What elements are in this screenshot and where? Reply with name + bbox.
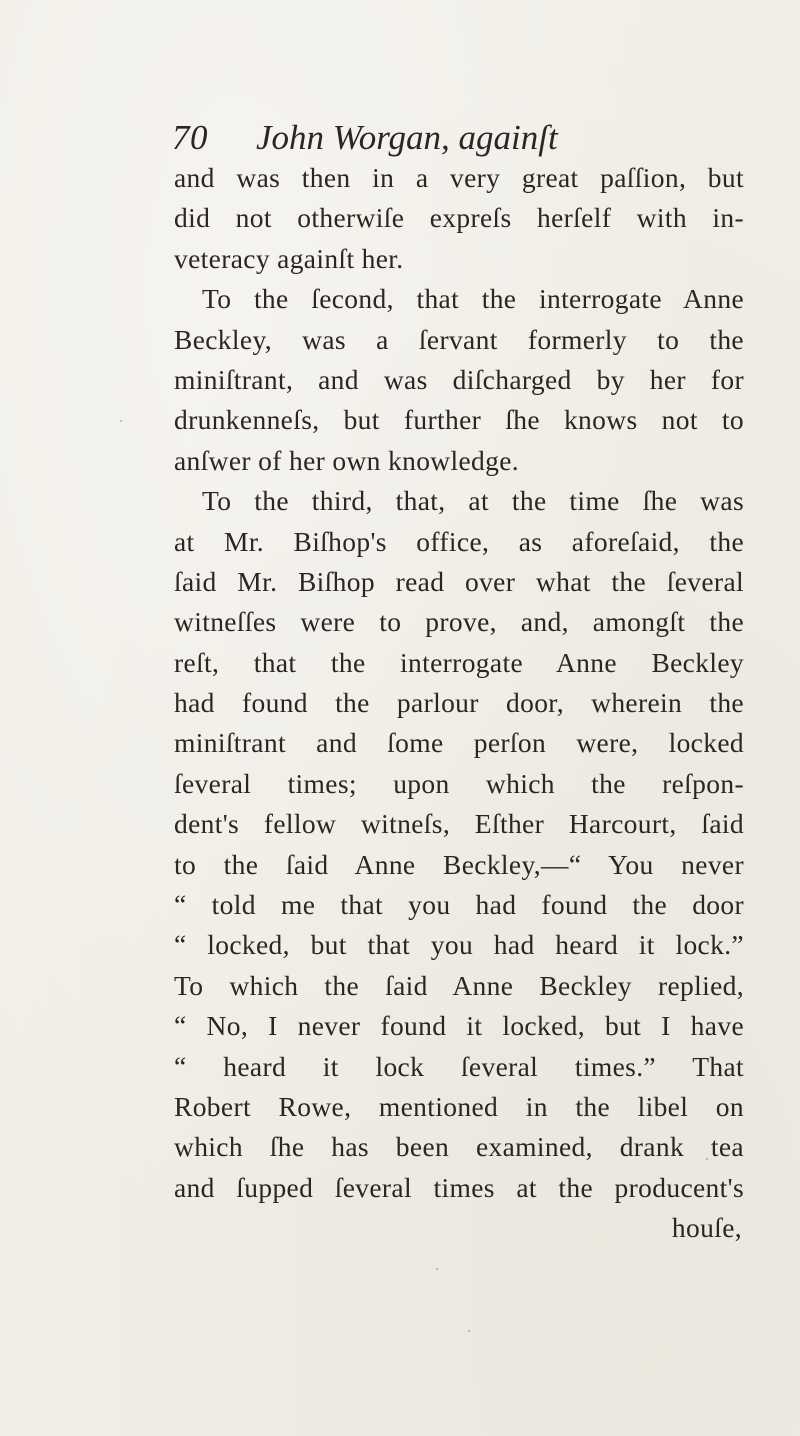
text-line: veteracy againſt her.: [174, 242, 404, 274]
text-line: To the ſecond, that the interrogate Anne: [202, 283, 744, 315]
text-line: ſaid Mr. Biſhop read over what the ſeveral: [174, 565, 744, 597]
paper-speck: [706, 1158, 708, 1160]
text-line: “ told me that you had found the door: [174, 889, 744, 921]
text-line: “ No, I never found it locked, but I have: [174, 1010, 744, 1042]
paper-speck: [120, 420, 122, 422]
text-line: reſt, that the interrogate Anne Beckley: [174, 646, 744, 678]
text-line: at Mr. Biſhop's office, as aforeſaid, the: [174, 525, 744, 557]
text-line: drunkenneſs, but further ſhe knows not to: [174, 404, 744, 436]
text-line: anſwer of her own knowledge.: [174, 444, 520, 476]
text-line: To which the ſaid Anne Beckley replied,: [174, 969, 744, 1001]
text-line: and ſupped ſeveral times at the producent's: [174, 1171, 744, 1203]
text-line: Robert Rowe, mentioned in the libel on: [174, 1090, 744, 1122]
text-line: Beckley, was a ſervant formerly to the: [174, 323, 744, 355]
text-line: ſeveral times; upon which the reſpon-: [174, 767, 744, 799]
text-line: “ heard it lock ſeveral times.” That: [174, 1050, 744, 1082]
body-text: [174, 158, 744, 1249]
paper-speck: [436, 1268, 438, 1270]
text-line: had found the parlour door, wherein the: [174, 687, 744, 719]
text-line: witneſſes were to prove, and, amongſt the: [174, 606, 744, 638]
text-line: miniſtrant, and was diſcharged by her for: [174, 363, 744, 395]
catchword: houſe,: [671, 1212, 742, 1244]
text-line: To the third, that, at the time ſhe was: [202, 485, 744, 517]
text-line: “ locked, but that you had heard it lock.”: [174, 929, 744, 961]
paper-speck: [468, 1330, 470, 1332]
running-head: John Worgan, againſt: [256, 118, 558, 157]
text-line: to the ſaid Anne Beckley,—“ You never: [174, 848, 744, 880]
text-line: miniſtrant and ſome perſon were, locked: [174, 727, 744, 759]
page-number: 70: [172, 118, 208, 157]
text-line: and was then in a very great paſſion, but: [174, 162, 744, 193]
text-line: dent's fellow witneſs, Eſther Harcourt, ſaid: [174, 808, 744, 840]
text-line: which ſhe has been examined, drank tea: [174, 1131, 744, 1163]
text-line: did not otherwiſe expreſs herſelf with in-: [174, 202, 744, 234]
